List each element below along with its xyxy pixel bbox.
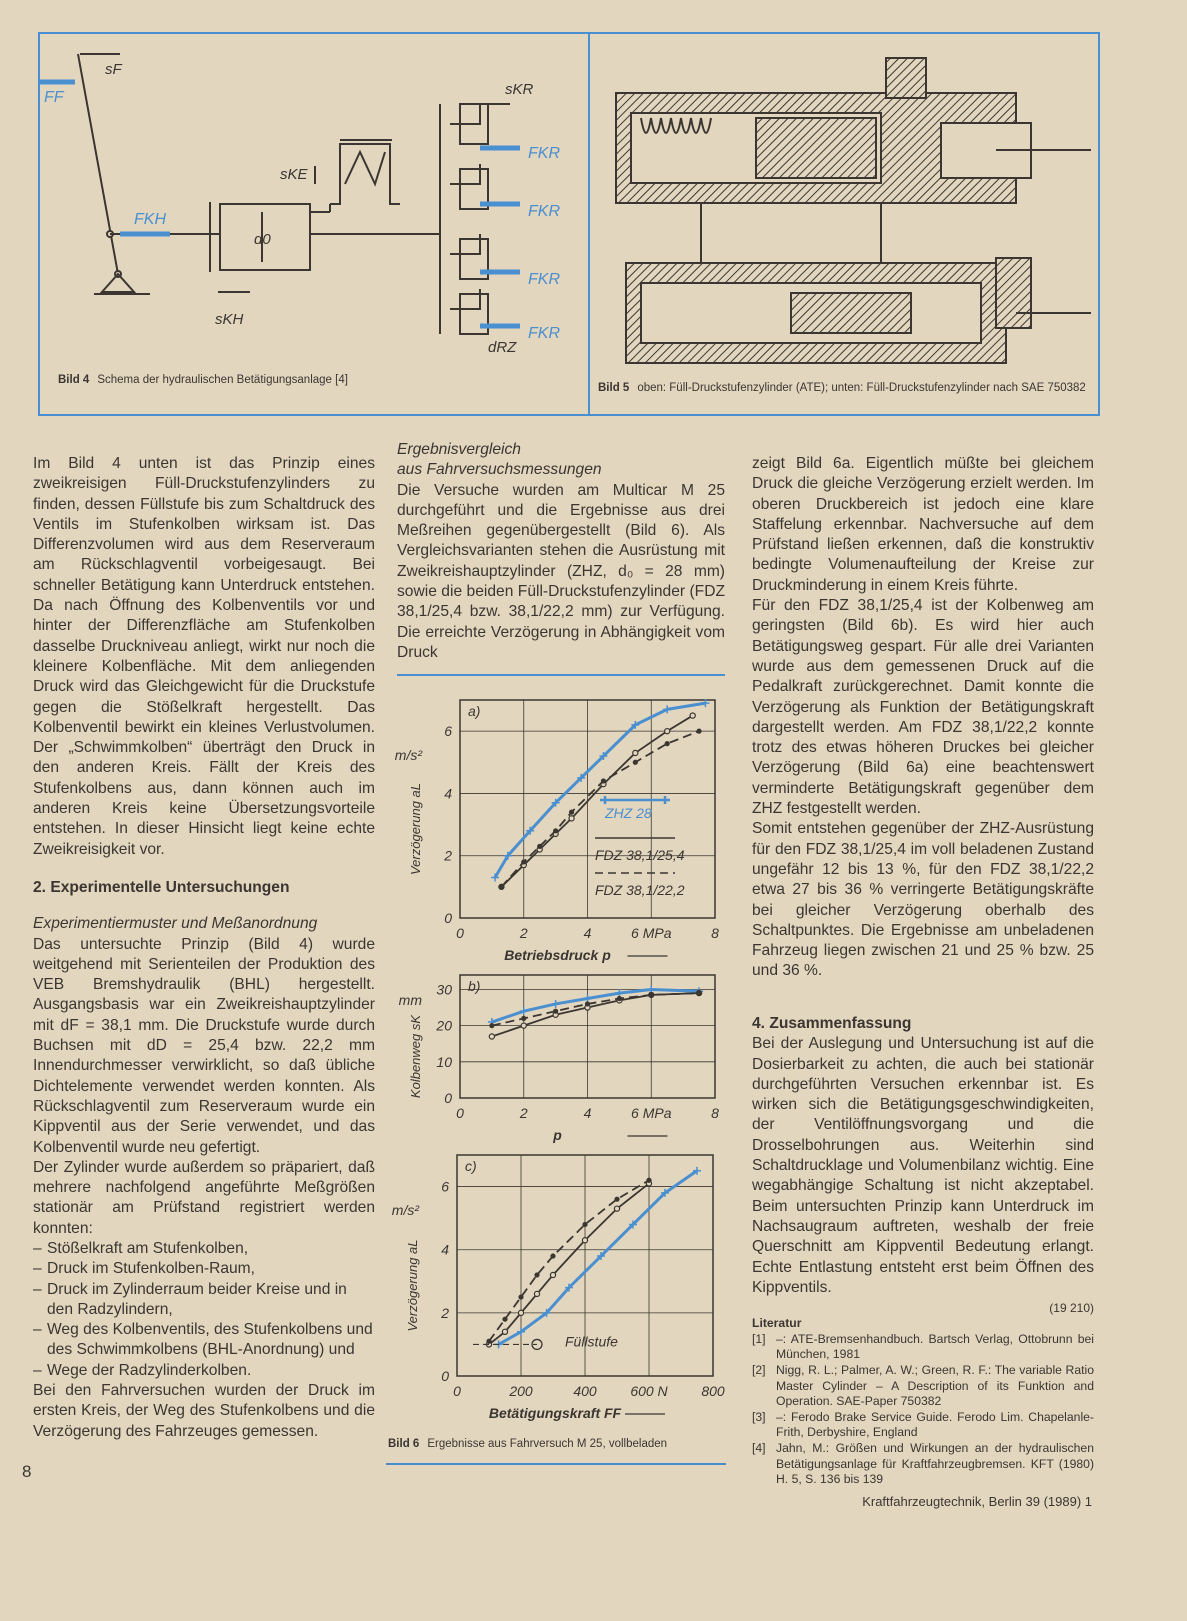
list-item: – Druck im Zylinderraum beider Kreise und in den Radzylindern, (33, 1280, 375, 1321)
reference-text: Nigg, R. L.; Palmer, A. W.; Green, R. F.: The variable Ratio Master Cylinder – A Description of its Funktion and Operation. SAE-Paper 750382 (776, 1362, 1094, 1409)
data-point-circle (569, 816, 574, 821)
paragraph: Für den FDZ 38,1/25,4 ist der Kolbenweg am geringsten (Bild 6b). Es wird hier auch Betätigungsweg gespart. Für alle drei Varianten wurde aus dem gemessenen Druck auf die Pedalkraft zurückgerechnet. Damit konnte die Verzögerung als Funktion der Betätigungskraft dargestellt werden. Am FDZ 38,1/22,2 konnte trotz des etwas höheren Druckes bei gleicher Verzögerung (Bild 6a) eine beachtenswert verminderte Betätigungskraft gegenüber dem ZHZ festgestellt werden. (752, 597, 1094, 818)
data-point-circle (617, 998, 622, 1003)
panel-label: a) (468, 703, 481, 719)
x-tick-label: 0 (453, 1383, 461, 1399)
y-tick-label: 0 (444, 910, 452, 926)
x-axis-label: p (553, 1127, 562, 1143)
data-point-dot (646, 1178, 651, 1183)
symbol-dRZ: dRZ (488, 339, 517, 356)
x-tick-label: 0 (456, 925, 464, 941)
paragraph: Bei der Auslegung und Untersuchung ist auf die Dosierbarkeit zu achten, die auch bei stationär durchgeführten Versuchen erkennbar ist. Es wirken sich die Betätigungsgeschwindigkeiten, der Ventilöffnungsvorgang und die Drosselbohrungen aus. Weiterhin sind Schaltdrucklage und Volumenbilanz wichtig. Eine wegabhängige Schaltung ist nicht akzeptabel. Beim untersuchten Prinzip kann Unterdruck im Nachsaugraum auftreten, weshalb der freie Querschnitt am Kippventil Bedeutung erlangt. Echte Entlastung entsteht erst beim Öffnen des Kippventils. (752, 1035, 1094, 1296)
figure4-label: Bild 4 (58, 374, 90, 386)
data-point-circle (646, 1181, 651, 1186)
data-point-dot (502, 1317, 507, 1322)
data-point-dot (582, 1222, 587, 1227)
data-point-dot (499, 884, 504, 889)
list-item: – Druck im Stufenkolben-Raum, (33, 1259, 375, 1279)
figure6-label: Bild 6 (388, 1438, 420, 1450)
series-line (492, 989, 699, 1022)
measurement-list (33, 1239, 375, 1381)
symbol-FF: FF (44, 89, 64, 106)
figure5-label: Bild 5 (598, 382, 630, 394)
reference-number: [4] (752, 1440, 766, 1455)
x-tick-label: 800 (701, 1383, 725, 1399)
data-point-plus (517, 1328, 525, 1336)
x-tick-label: 8 (711, 925, 719, 941)
column-3-top (752, 454, 1094, 982)
data-point-circle (696, 990, 701, 995)
figure4-caption-text: Schema der hydraulischen Betätigungsanlage [4] (97, 374, 348, 386)
legend-label: ZHZ 28 (605, 805, 652, 821)
y-axis-unit: m/s² (394, 747, 422, 763)
data-point-dot (614, 1197, 619, 1202)
data-point-circle (534, 1291, 539, 1296)
x-tick-label: 400 (573, 1383, 597, 1399)
data-point-plus (584, 995, 592, 1003)
reference-number: [3] (752, 1409, 766, 1424)
symbol-FKR: FKR (528, 203, 560, 220)
article-code: (19 210) (1049, 1301, 1094, 1316)
x-tick-label: 4 (583, 1105, 592, 1121)
fuellstufe-marker (532, 1339, 542, 1349)
data-point-dot (601, 778, 606, 783)
paragraph: Der Zylinder wurde außerdem so präpariert, daß mehrere nachfolgend angeführte Meßgrößen stationär am Prüfstand registriert werden konnten: (33, 1158, 375, 1237)
column-3-bottom (752, 1014, 1094, 1488)
data-point-plus (577, 774, 585, 782)
data-point-dot (521, 859, 526, 864)
data-point-circle (582, 1238, 587, 1243)
reference-item (752, 1363, 1094, 1410)
data-point-circle (499, 884, 504, 889)
figure-divider (588, 32, 590, 416)
x-tick-label: 600 N (630, 1383, 668, 1399)
data-point-circle (521, 1023, 526, 1028)
data-point-plus (701, 699, 709, 707)
journal-footer: Kraftfahrzeugtechnik, Berlin 39 (1989) 1 (862, 1494, 1092, 1509)
paragraph: Die Versuche wurden am Multicar M 25 durchgeführt und die Ergebnisse aus drei Meßreihen gegenübergestellt (Bild 6). Als Vergleichsvarianten stehen die Ausrüstung mit Zweikreishauptzylinder (ZHZ, d₀ = 28 mm) sowie die beiden Füll-Druckstufenzylinder (FDZ 38,1/25,4 bzw. 38,1/22,2 mm) zur Verfügung. Die erreichte Verzögerung in Abhängigkeit vom Druck (397, 481, 725, 661)
data-point-circle (537, 847, 542, 852)
data-point-plus (552, 799, 560, 807)
x-tick-label: 2 (519, 925, 528, 941)
reference-text: –: Ferodo Brake Service Guide. Ferodo Lim. Chapelanle-Frith, Derbyshire, England (776, 1409, 1094, 1440)
paragraph: Im Bild 4 unten ist das Prinzip eines zweikreisigen Füll-Druckstufenzylinders zu finden, dessen Füllstufe bis zum Schaltdruck des Ventils im Stufenkolben wirksam ist. Das Differenzvolumen wird aus dem Reserveraum am Rückschlagventil vorbeigesaugt. Bei schneller Betätigung kann Unterdruck entstehen. Da nach Öffnung des Kolbenventils vor und hinter der Differenzfläche am Stufenkolben dasselbe Druckniveau anliegt, wirkt nur noch die kleinere Kolbenfläche. Mit dem anliegenden Druck wird das Gleichgewicht für die Druckstufe gegen die Stößelkraft hergestellt. Das Kolbenventil bewirkt ein kleines Verlustvolumen. Der „Schwimmkolben“ überträgt den Druck in den anderen Kreis. Fällt der Kreis des Stufenkolbens aus, dann können auch im anderen Kreis keine Übersetzungsvorteile entstehen. In dieser Hinsicht liegt keine echte Zweikreisigkeit vor. (33, 455, 375, 858)
data-point-dot (696, 729, 701, 734)
data-point-plus (495, 1340, 503, 1348)
data-point-dot (569, 810, 574, 815)
data-point-circle (585, 1005, 590, 1010)
data-point-dot (518, 1294, 523, 1299)
series-line (489, 1183, 649, 1344)
data-point-plus (526, 827, 534, 835)
reference-item (752, 1441, 1094, 1488)
section-heading-4: 4. Zusammenfassung (752, 1015, 912, 1032)
page-number: 8 (22, 1462, 32, 1481)
data-point-plus (695, 987, 703, 995)
data-point-plus (663, 705, 671, 713)
x-tick-label: 6 MPa (631, 925, 672, 941)
y-axis-label: Kolbenweg sK (408, 1014, 423, 1099)
data-point-circle (649, 992, 654, 997)
rule-top (397, 674, 725, 676)
column-1 (33, 454, 375, 1442)
symbol-d0: d0 (254, 231, 271, 248)
data-point-plus (488, 1018, 496, 1026)
data-point-dot (534, 1272, 539, 1277)
x-tick-label: 2 (519, 1105, 528, 1121)
column-2 (397, 440, 725, 663)
y-tick-label: 0 (444, 1090, 452, 1106)
series-line (492, 993, 699, 1026)
y-axis-label: Verzögerung aL (408, 782, 423, 876)
data-point-dot (665, 741, 670, 746)
data-point-dot (486, 1339, 491, 1344)
x-tick-label: 200 (509, 1383, 533, 1399)
figure4-diagram (40, 34, 588, 364)
data-point-plus (504, 852, 512, 860)
data-point-circle (665, 729, 670, 734)
data-point-dot (537, 844, 542, 849)
data-point-circle (601, 781, 606, 786)
series-line (495, 703, 705, 877)
x-tick-label: 6 MPa (631, 1105, 672, 1121)
figure6-caption-text: Ergebnisse aus Fahrversuch M 25, vollbeladen (427, 1438, 668, 1450)
x-tick-label: 8 (711, 1105, 719, 1121)
list-item: – Stößelkraft am Stufenkolben, (33, 1239, 375, 1259)
plot-frame-b (460, 975, 715, 1098)
x-tick-label: 4 (583, 925, 592, 941)
y-axis-label: Verzögerung aL (405, 1239, 420, 1332)
data-point-plus (647, 985, 655, 993)
data-point-circle (502, 1329, 507, 1334)
data-point-circle (550, 1272, 555, 1277)
x-tick-label: 0 (456, 1105, 464, 1121)
data-point-dot (696, 990, 701, 995)
data-point-dot (649, 992, 654, 997)
reference-item (752, 1410, 1094, 1441)
subheading: Ergebnisvergleich (397, 441, 521, 458)
reference-number: [1] (752, 1331, 766, 1346)
list-item: – Weg des Kolbenventils, des Stufenkolbens und des Schwimmkolbens (BHL-Anordnung) und (33, 1320, 375, 1361)
reference-text: –: ATE-Bremsenhandbuch. Bartsch Verlag, Ottobrunn bei München, 1981 (776, 1331, 1094, 1362)
symbol-FKR: FKR (528, 145, 560, 162)
reference-item (752, 1332, 1094, 1363)
series-line (489, 1180, 649, 1341)
paragraph: Das untersuchte Prinzip (Bild 4) wurde weitgehend mit Serienteilen der Produktion des VEB Bremshydraulik (BHL) hergestellt. Ausgangsbasis war ein Zweikreishauptzylinder mit dF = 38,1 mm. Die Druckstufe wurde durch Buchsen mit dD = 25,4 bzw. 22,2 mm Innendurchmesser verwirklicht, so daß übliche Dichtelemente verwendet werden konnten. Als Rückschlagventil zum Reserveraum wurde ein Kippventil aus der Serie verwendet, und das Kolbenventil wurde neu gefertigt. (33, 935, 375, 1156)
data-point-plus (661, 1189, 669, 1197)
data-point-dot (585, 1001, 590, 1006)
data-point-plus (520, 1007, 528, 1015)
data-point-plus (552, 1000, 560, 1008)
data-point-plus (629, 1220, 637, 1228)
reference-number: [2] (752, 1362, 766, 1377)
data-point-plus (491, 874, 499, 882)
data-point-plus (597, 1252, 605, 1260)
data-point-circle (489, 1034, 494, 1039)
symbol-sKH: sKH (215, 311, 244, 328)
legend-label: FDZ 38,1/25,4 (595, 847, 685, 863)
data-point-circle (486, 1342, 491, 1347)
paragraph: Bei den Fahrversuchen wurden der Druck im ersten Kreis, der Weg des Stufenkolbens und die Verzögerung des Fahrzeuges gemessen. (33, 1382, 375, 1440)
data-point-circle (690, 713, 695, 718)
legend-swatch-zhz (600, 796, 670, 804)
data-point-dot (521, 1016, 526, 1021)
data-point-plus (631, 721, 639, 729)
legend-label: FDZ 38,1/22,2 (595, 882, 685, 898)
data-point-circle (553, 831, 558, 836)
plot-frame-c (457, 1155, 713, 1376)
y-tick-label: 0 (441, 1368, 449, 1384)
subheading: aus Fahrversuchsmessungen (397, 461, 602, 479)
panel-label: b) (468, 978, 481, 994)
panel-label: c) (465, 1158, 477, 1174)
data-point-plus (599, 752, 607, 760)
data-point-dot (550, 1253, 555, 1258)
figure5-drawing (596, 38, 1096, 368)
data-point-dot (617, 996, 622, 1001)
y-tick-label: 6 (444, 723, 452, 740)
y-tick-label: 4 (444, 785, 452, 802)
symbol-FKH: FKH (134, 211, 166, 228)
list-item: – Wege der Radzylinderkolben. (33, 1361, 375, 1381)
y-tick-label: 2 (444, 847, 452, 864)
figure5-caption (598, 380, 1093, 396)
series-line (501, 716, 692, 887)
data-point-dot (489, 1023, 494, 1028)
data-point-plus (693, 1167, 701, 1175)
figure5-caption-text: oben: Füll-Druckstufenzylinder (ATE); unten: Füll-Druckstufenzylinder nach SAE 750382 (637, 382, 1086, 394)
subheading: Experimentiermuster und Meßanordnung (33, 915, 318, 933)
annotation-fuellstufe: Füllstufe (565, 1333, 618, 1350)
data-point-plus (615, 989, 623, 997)
symbol-sF: sF (105, 61, 122, 78)
y-axis-unit: mm (398, 991, 422, 1008)
figure4-caption (58, 372, 348, 388)
figure6-caption (388, 1436, 667, 1452)
x-axis-label: Betätigungskraft FF (488, 1405, 622, 1421)
series-line (501, 731, 699, 887)
data-point-dot (633, 760, 638, 765)
data-point-dot (553, 1009, 558, 1014)
series-line (492, 993, 699, 1036)
data-point-circle (518, 1310, 523, 1315)
data-point-circle (521, 862, 526, 867)
data-point-plus (565, 1284, 573, 1292)
symbol-FKR: FKR (528, 325, 560, 342)
references (752, 1316, 1094, 1488)
symbol-sKR: sKR (505, 81, 534, 98)
y-tick-label: 6 (441, 1178, 449, 1195)
section-heading-2: 2. Experimentelle Untersuchungen (33, 878, 290, 896)
data-point-dot (553, 828, 558, 833)
symbol-sKE: sKE (280, 166, 308, 183)
y-tick-label: 10 (436, 1053, 452, 1070)
data-point-plus (543, 1309, 551, 1317)
symbol-FKR: FKR (528, 271, 560, 288)
data-point-circle (633, 750, 638, 755)
y-tick-label: 20 (436, 1017, 452, 1034)
y-tick-label: 4 (441, 1241, 449, 1258)
plot-frame-a (460, 700, 715, 918)
reference-text: Jahn, M.: Größen und Wirkungen an der hydraulischen Betätigungsanlage für Kraftfahrzeugbremsen. KFT (1980) H. 5, S. 136 bis 139 (776, 1440, 1094, 1487)
x-axis-label: Betriebsdruck p (504, 947, 611, 963)
paragraph: zeigt Bild 6a. Eigentlich müßte bei gleichem Druck die gleiche Verzögerung erzielt werden. Im oberen Druckbereich ist jedoch eine klare Staffelung erkennbar. Nachversuche auf dem Prüfstand ließen erkennen, daß die konstruktiv bedingte Volumenaufteilung der Kreise zur Druckminderung in einem Kreis führte. (752, 455, 1094, 594)
rule-bottom (386, 1463, 726, 1465)
series-line (499, 1171, 697, 1345)
y-tick-label: 2 (441, 1304, 449, 1321)
references-title: Literatur (752, 1316, 802, 1331)
paragraph: Somit entstehen gegenüber der ZHZ-Ausrüstung für den FDZ 38,1/25,4 im voll beladenen Zustand ungefähr 12 bis 13 %, für den FDZ 38,1/22,2 etwa 27 bis 36 % verringerte Betätigungskräfte bei gleicher Verzögerung oberhalb des Schaltpunktes. Die Ergebnisse am unbeladenen Fahrzeug liegen zwischen 21 und 25 % bzw. 25 und 36 %. (752, 820, 1094, 980)
data-point-circle (553, 1012, 558, 1017)
y-tick-label: 30 (436, 981, 452, 998)
data-point-circle (614, 1206, 619, 1211)
y-axis-unit: m/s² (391, 1202, 419, 1218)
